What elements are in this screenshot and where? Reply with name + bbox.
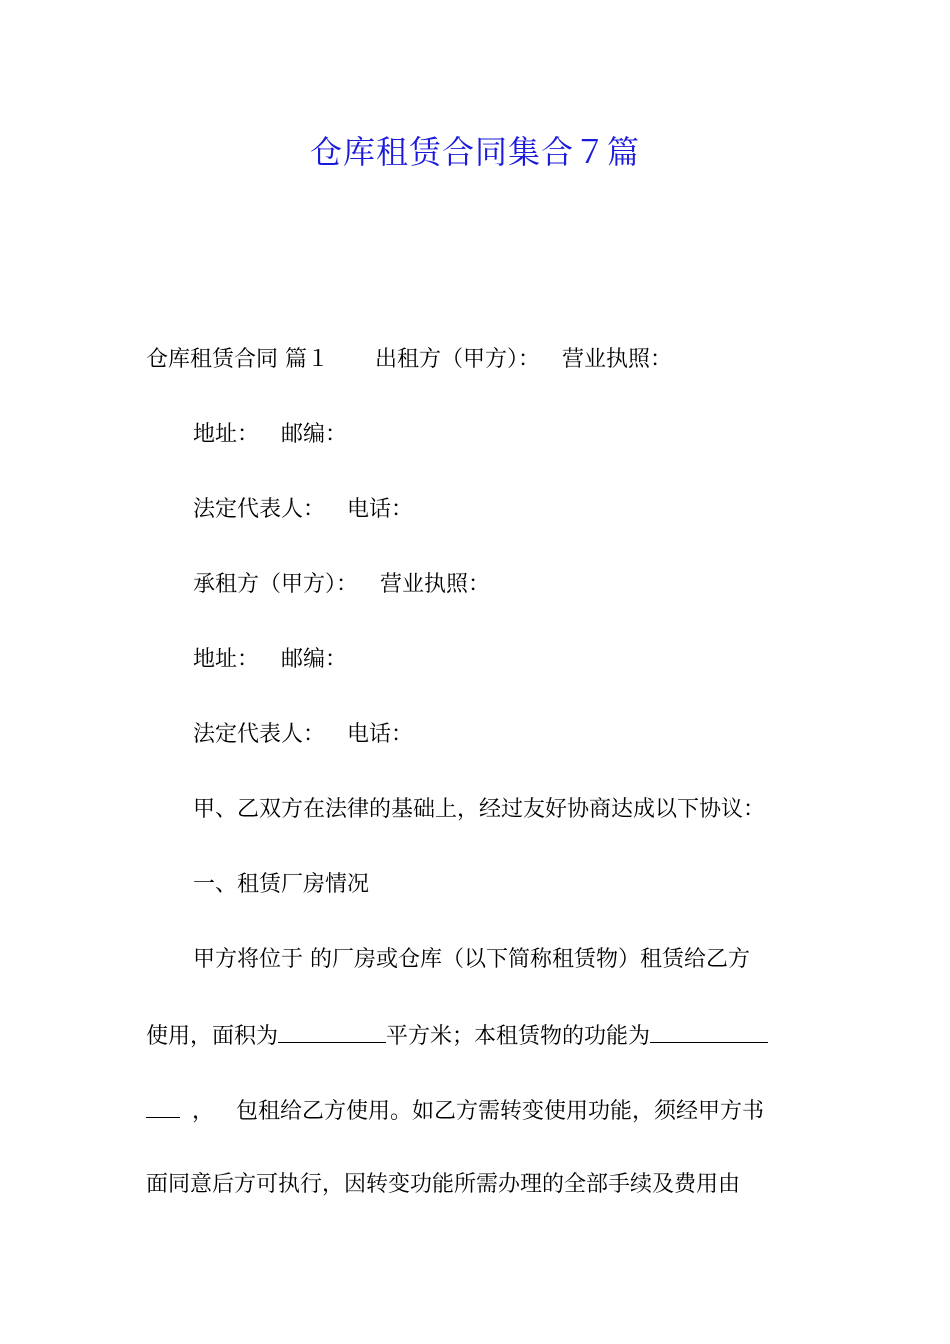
paragraph-line: 面同意后方可执行，因转变功能所需办理的全部手续及费用由 (146, 1172, 741, 1197)
paragraph-line (193, 493, 413, 527)
text-segment: 使用，面积为 (146, 1024, 279, 1049)
paragraph-line (146, 343, 672, 377)
address-label: 地址： (193, 422, 260, 447)
paragraph-line (146, 1093, 764, 1129)
phone-label: 电话： (347, 497, 414, 522)
paragraph-line (193, 643, 347, 677)
text-segment: ， (192, 1099, 215, 1124)
lessee-label: 承租方（甲方）： (193, 572, 359, 597)
fill-in-blank (650, 1018, 768, 1043)
address-label: 地址： (193, 647, 260, 672)
paragraph-line (193, 568, 490, 602)
postcode-label: 邮编： (281, 647, 348, 672)
paragraph-line (146, 1018, 768, 1054)
phone-label: 电话： (347, 722, 414, 747)
lessor-label: 出租方（甲方）： (375, 347, 541, 372)
paragraph-line (193, 418, 347, 452)
fill-in-blank (146, 1093, 180, 1118)
section-heading: 一、租赁厂房情况 (193, 872, 370, 897)
paragraph-line: 甲方将位于 的厂房或仓库（以下简称租赁物）租赁给乙方 (193, 947, 750, 972)
postcode-label: 邮编： (281, 422, 348, 447)
business-license-label: 营业执照： (562, 347, 673, 372)
legal-rep-label: 法定代表人： (193, 722, 326, 747)
text-segment: 包租给乙方使用。如乙方需转变使用功能，须经甲方书 (236, 1099, 765, 1124)
business-license-label: 营业执照： (380, 572, 491, 597)
paragraph-line (193, 718, 413, 752)
legal-rep-label: 法定代表人： (193, 497, 326, 522)
paragraph-line: 甲、乙双方在法律的基础上，经过友好协商达成以下协议： (193, 797, 766, 822)
document-title: 仓库租赁合同集合７篇 (309, 133, 640, 171)
section-heading: 仓库租赁合同 篇１ (146, 347, 329, 372)
text-segment: 平方米；本租赁物的功能为 (386, 1024, 651, 1049)
fill-in-blank (278, 1018, 386, 1043)
